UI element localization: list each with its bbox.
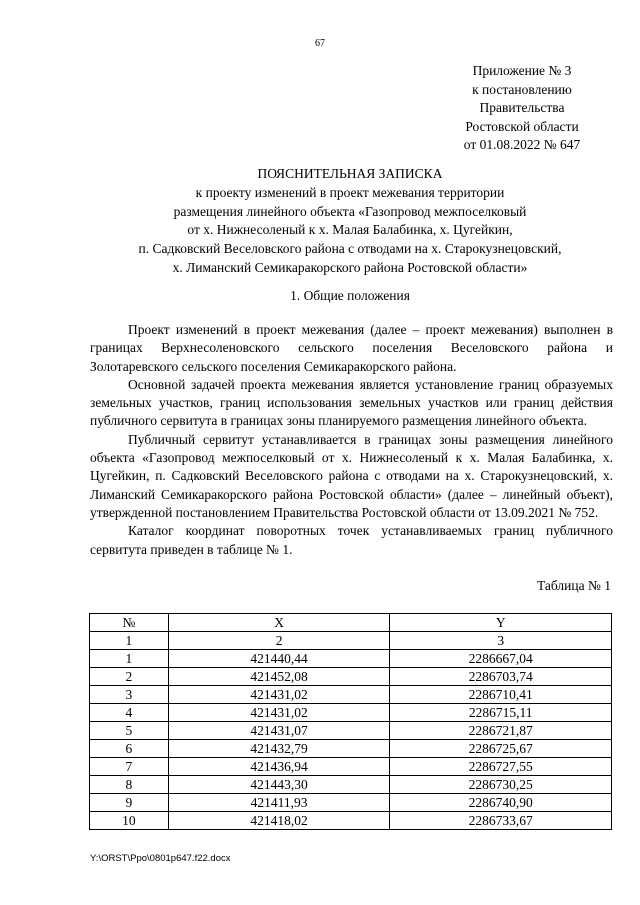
index-cell: 1 bbox=[90, 632, 169, 650]
coordinates-table bbox=[89, 613, 612, 830]
y-coordinate-cell: 2286725,67 bbox=[390, 740, 612, 758]
y-coordinate-cell: 2286703,74 bbox=[390, 668, 612, 686]
table-row bbox=[90, 758, 612, 776]
point-number-cell: 8 bbox=[90, 776, 169, 794]
y-coordinate-cell: 2286710,41 bbox=[390, 686, 612, 704]
x-coordinate-cell: 421443,30 bbox=[168, 776, 390, 794]
x-coordinate-cell: 421452,08 bbox=[168, 668, 390, 686]
table-row bbox=[90, 686, 612, 704]
point-number-cell: 10 bbox=[90, 812, 169, 830]
x-coordinate-cell: 421431,07 bbox=[168, 722, 390, 740]
x-coordinate-cell: 421440,44 bbox=[168, 650, 390, 668]
paragraph: Каталог координат поворотных точек устанавливаемых границ публичного сервитута приведен в таблице № 1. bbox=[90, 523, 613, 557]
y-coordinate-cell: 2286740,90 bbox=[390, 794, 612, 812]
document-title: ПОЯСНИТЕЛЬНАЯ ЗАПИСКА bbox=[257, 166, 443, 181]
table-label: Таблица № 1 bbox=[537, 578, 611, 593]
x-coordinate-cell: 421431,02 bbox=[168, 686, 390, 704]
file-path-footer: Y:\ORST\Ppo\0801p647.f22.docx bbox=[90, 853, 231, 864]
x-coordinate-cell: 421418,02 bbox=[168, 812, 390, 830]
body-text bbox=[90, 321, 613, 559]
y-coordinate-cell: 2286733,67 bbox=[390, 812, 612, 830]
table-header-row bbox=[90, 614, 612, 632]
appendix-line: от 01.08.2022 № 647 bbox=[463, 137, 581, 152]
point-number-cell: 9 bbox=[90, 794, 169, 812]
table-row bbox=[90, 812, 612, 830]
page-number: 67 bbox=[315, 38, 325, 49]
appendix-block bbox=[442, 62, 602, 155]
appendix-line: Ростовской области bbox=[465, 118, 579, 134]
point-number-cell: 3 bbox=[90, 686, 169, 704]
table-row bbox=[90, 668, 612, 686]
header-cell-number: № bbox=[90, 614, 169, 632]
table-row bbox=[90, 740, 612, 758]
document-title-block bbox=[60, 165, 640, 278]
header-cell-x: X bbox=[168, 614, 390, 632]
title-line: от х. Нижнесоленый к х. Малая Балабинка, х. Цугейкин, bbox=[187, 222, 513, 238]
paragraph: Проект изменений в проект межевания (далее – проект межевания) выполнен в границах Верхнесоленовского сельского поселения Веселовского района и Золотаревского сельского поселения Семикаракорского района. bbox=[90, 322, 613, 374]
section-heading: 1. Общие положения bbox=[290, 288, 410, 303]
y-coordinate-cell: 2286715,11 bbox=[390, 704, 612, 722]
point-number-cell: 1 bbox=[90, 650, 169, 668]
y-coordinate-cell: 2286667,04 bbox=[390, 650, 612, 668]
header-cell-y: Y bbox=[390, 614, 612, 632]
y-coordinate-cell: 2286727,55 bbox=[390, 758, 612, 776]
point-number-cell: 2 bbox=[90, 668, 169, 686]
table-row bbox=[90, 704, 612, 722]
point-number-cell: 4 bbox=[90, 704, 169, 722]
table-row bbox=[90, 650, 612, 668]
appendix-line: Приложение № 3 bbox=[472, 63, 572, 78]
y-coordinate-cell: 2286730,25 bbox=[390, 776, 612, 794]
point-number-cell: 5 bbox=[90, 722, 169, 740]
y-coordinate-cell: 2286721,87 bbox=[390, 722, 612, 740]
title-line: п. Садковский Веселовского района с отводами на х. Старокузнецовский, bbox=[138, 241, 562, 257]
title-line: размещения линейного объекта «Газопровод межпоселковый bbox=[173, 203, 527, 219]
appendix-line: к постановлению bbox=[472, 81, 572, 97]
x-coordinate-cell: 421431,02 bbox=[168, 704, 390, 722]
x-coordinate-cell: 421436,94 bbox=[168, 758, 390, 776]
paragraph: Основной задачей проекта межевания является установление границ образуемых земельных участков, границ использования земельных участков или границ действия публичного сервитута в границах зоны планируемого размещения линейного объекта. bbox=[90, 376, 613, 429]
point-number-cell: 6 bbox=[90, 740, 169, 758]
title-line: к проекту изменений в проект межевания территории bbox=[195, 184, 505, 200]
index-cell: 3 bbox=[390, 632, 612, 650]
table-row bbox=[90, 776, 612, 794]
x-coordinate-cell: 421411,93 bbox=[168, 794, 390, 812]
appendix-line: Правительства bbox=[479, 100, 565, 115]
table-row bbox=[90, 794, 612, 812]
point-number-cell: 7 bbox=[90, 758, 169, 776]
x-coordinate-cell: 421432,79 bbox=[168, 740, 390, 758]
paragraph: Публичный сервитут устанавливается в границах зоны размещения линейного объекта «Газопровод межпоселковый от х. Нижнесоленый к х. Малая Балабинка, х. Цугейкин, п. Садковский Веселовского района с отводами на х. Старокузнецовский, х. Лиманский Семикаракорского района Ростовской области» (далее – линейный объект), утвержденной постановлением Правительства Ростовской области от 13.09.2021 № 752. bbox=[90, 431, 613, 520]
table-index-row bbox=[90, 632, 612, 650]
table-row bbox=[90, 722, 612, 740]
index-cell: 2 bbox=[168, 632, 390, 650]
title-line: х. Лиманский Семикаракорского района Ростовской области» bbox=[172, 259, 528, 275]
